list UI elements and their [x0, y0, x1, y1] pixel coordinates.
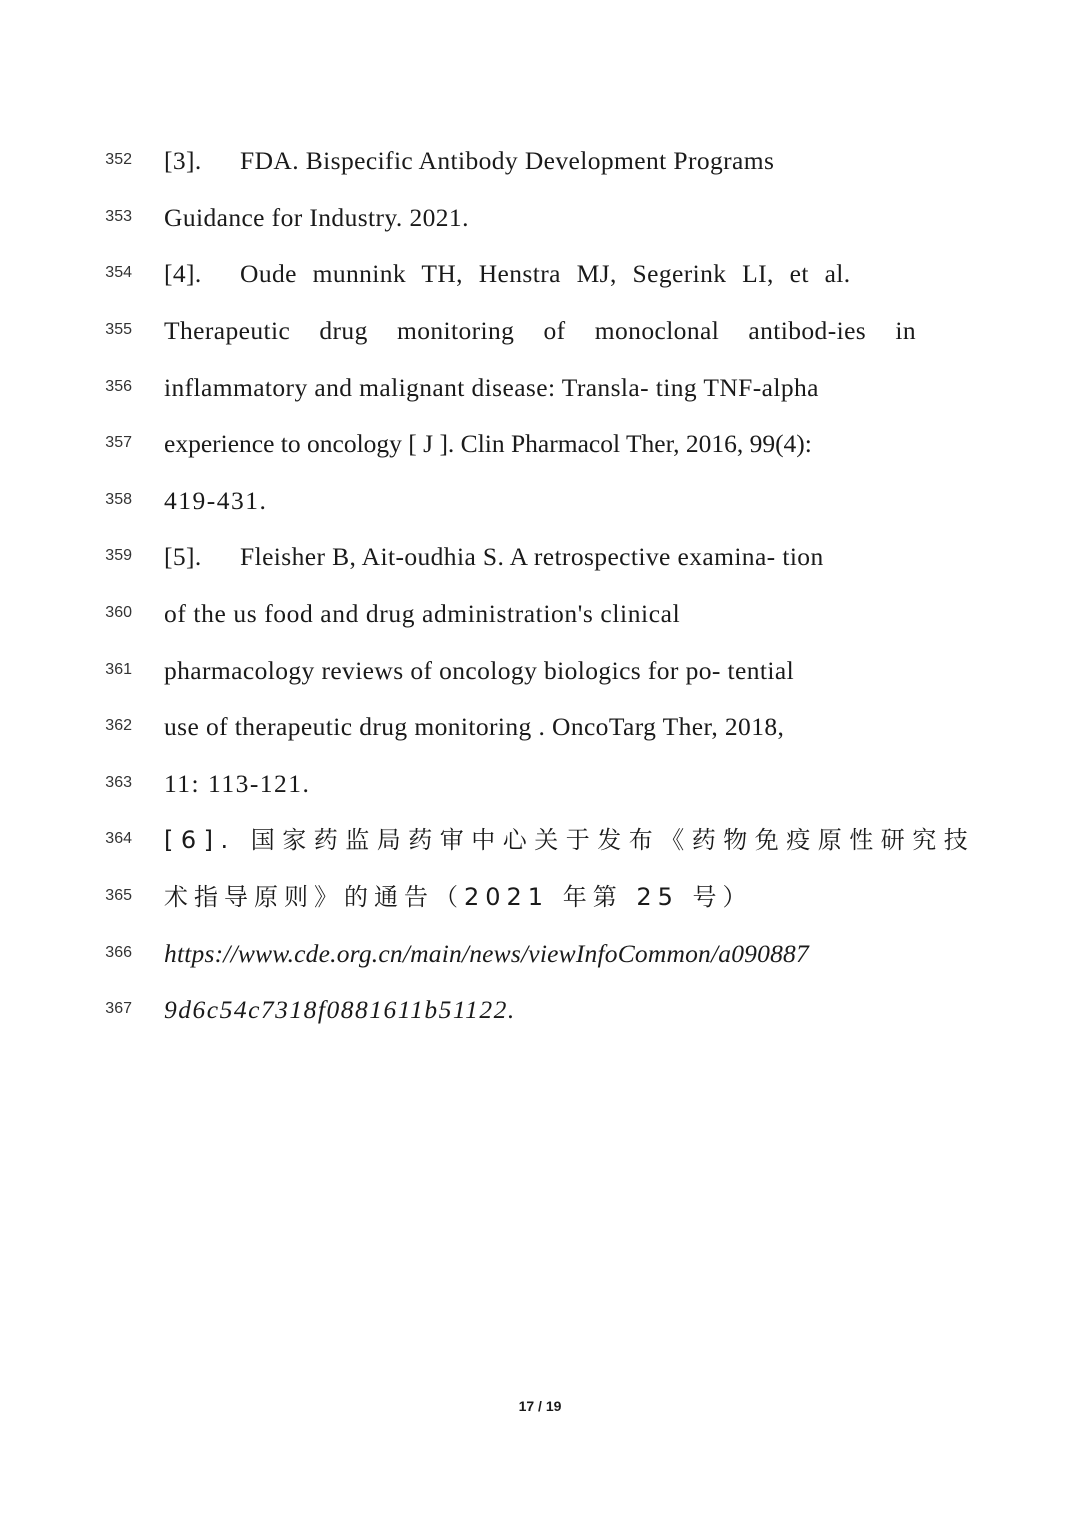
reference-text: experience to oncology [ J ]. Clin Pharmacol Ther, 2016, 99(4): [164, 429, 812, 458]
line-356 [0, 368, 1080, 408]
line-number: 361 [105, 661, 132, 678]
line-354 [0, 254, 1080, 294]
line-363 [0, 764, 1080, 804]
reference-body: Fleisher B, Ait-oudhia S. A retrospective examina- tion [240, 542, 824, 571]
line-number: 360 [105, 604, 132, 621]
line-number: 357 [105, 434, 132, 451]
reference-text: inflammatory and malignant disease: Transla- ting TNF-alpha [164, 373, 819, 402]
line-367 [0, 990, 1080, 1030]
reference-text: pharmacology reviews of oncology biologics for po- tential [164, 656, 795, 685]
line-number: 358 [105, 491, 132, 508]
line-361 [0, 651, 1080, 691]
page-number: 17 / 19 [518, 1398, 562, 1414]
line-355 [0, 311, 1080, 351]
reference-text [164, 537, 916, 577]
reference-url: 9d6c54c7318f0881611b51122. [164, 995, 516, 1024]
line-number: 367 [105, 1000, 132, 1017]
line-358 [0, 481, 1080, 521]
line-number: 366 [105, 944, 132, 961]
reference-text: Guidance for Industry. 2021. [164, 203, 469, 232]
line-number: 353 [105, 208, 132, 225]
line-352 [0, 141, 1080, 181]
line-360 [0, 594, 1080, 634]
line-number: 362 [105, 717, 132, 734]
line-365 [0, 877, 1080, 917]
line-number: 352 [105, 151, 132, 168]
reference-text: 419-431. [164, 486, 268, 515]
line-number: 356 [105, 378, 132, 395]
reference-text [164, 254, 916, 294]
line-362 [0, 707, 1080, 747]
reference-text: 11: 113-121. [164, 769, 311, 798]
reference-text [164, 141, 916, 181]
line-364 [0, 820, 1080, 860]
reference-body: FDA. Bispecific Antibody Development Programs [240, 146, 775, 175]
reference-body: Oude munnink TH, Henstra MJ, Segerink LI, et al. [240, 259, 851, 288]
line-353 [0, 198, 1080, 238]
reference-number: [5]. [164, 542, 202, 571]
line-359 [0, 537, 1080, 577]
reference-text: Therapeutic drug monitoring of monoclonal antibod-ies in [164, 316, 916, 345]
line-366 [0, 934, 1080, 974]
line-number: 359 [105, 547, 132, 564]
reference-text: [6]. 国家药监局药审中心关于发布《药物免疫原性研究技 [164, 826, 976, 854]
line-number: 365 [105, 887, 132, 904]
reference-text: use of therapeutic drug monitoring . OncoTarg Ther, 2018, [164, 712, 785, 741]
reference-text: 术指导原则》的通告（2021 年第 25 号） [164, 883, 753, 911]
line-number: 355 [105, 321, 132, 338]
reference-number: [4]. [164, 259, 202, 288]
reference-url: https://www.cde.org.cn/main/news/viewInfoCommon/a090887 [164, 939, 809, 968]
reference-number: [3]. [164, 146, 202, 175]
line-357 [0, 424, 1080, 464]
reference-text: of the us food and drug administration's clinical [164, 599, 681, 628]
line-number: 363 [105, 774, 132, 791]
line-number: 354 [105, 264, 132, 281]
line-number: 364 [105, 830, 132, 847]
